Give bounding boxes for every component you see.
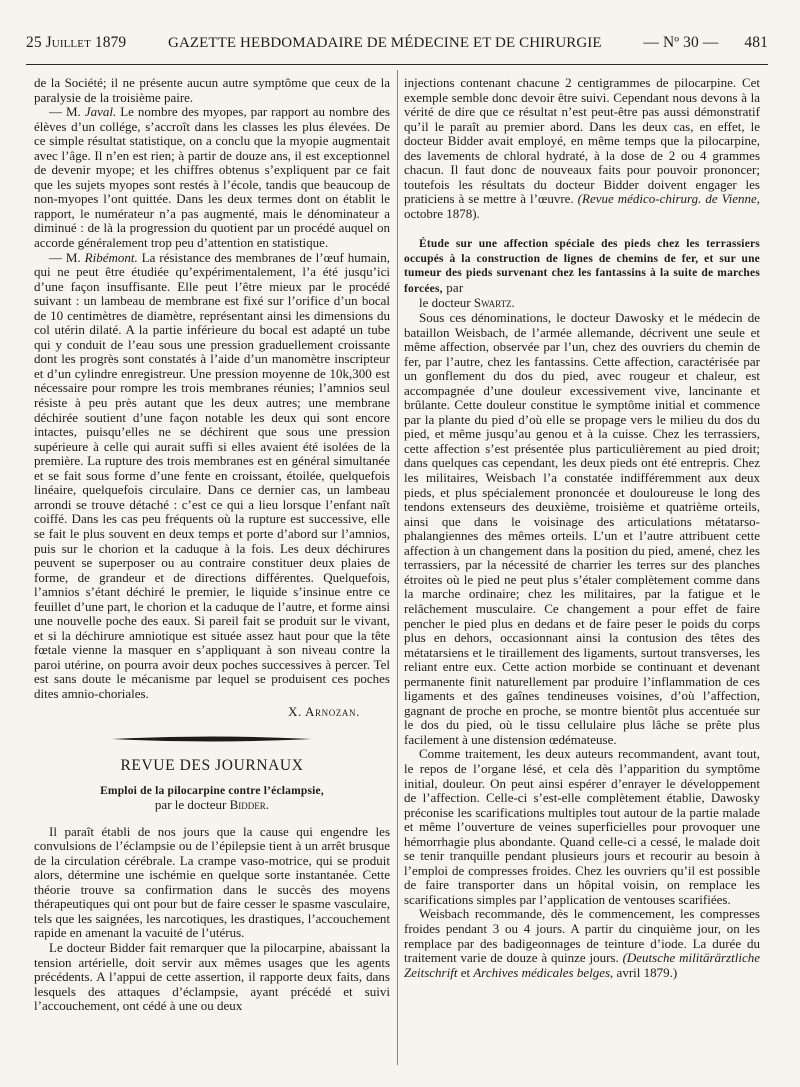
header-page-number: 481 [744, 34, 768, 51]
article1-paragraph-2: Le docteur Bidder fait remarquer que la pilocarpine, abaissant la tension artérielle, doit servir aux mêmes usages que les agents précédents. A l’appui de cette assertion, il rapporte deux faits, dans lesquels des attaques d’éclampsie, ayant précédé et suivi l’accouchement, ont cédé à une ou deux [34, 940, 390, 1014]
column-separator [397, 70, 398, 1065]
ribemont-dash: — M. [49, 249, 85, 265]
article2-paragraph-2: Comme traitement, les deux auteurs recommandent, avant tout, le repos de l’organe lésé, et cela dès l’apparition du symptôme initial, douleur. On peut ainsi espérer d’enrayer le développement de l’affection. Celle-ci s’est-elle complètement établie, Dawosky préconise les scarifications multiples tout autour de la partie malade et même l’ouverture de veines superficielles pour provoquer une hémorrhagie plus abondante. Quand celle-ci a cessé, le malade doit se tenir tranquille pendant plusieurs jours et recourir au besoin à l’emploi de compresses froides. Chez les ouvriers qu’il est possible de faire transporter dans un hôpital voisin, on remplace les scarifications simples par l’application de ventouses scarifiées. [404, 746, 760, 907]
header-issue-number: — Nº 30 — [643, 34, 719, 51]
society-paragraph-end: de la Société; il ne présente aucun autre symptôme que ceux de la paralysie de la troisième paire. [34, 75, 390, 105]
article2-paragraph-3-text: Weisbach recommande, dès le commencement, les compresses froides pendant 3 ou 4 jours. A partir du cinquième jour, on les remplace par des badigeonnages de teinture d’iode. La durée du traitement varie de douze à quinze jours. [404, 906, 760, 966]
article2-paragraph-1: Sous ces dénominations, le docteur Dawosky et le médecin de bataillon Weisbach, de l’armée allemande, décrivent une seule et même affection, observée par l’un, chez des ouvriers du chemin de fer, par l’autre, chez les fantassins. Cette affection, caractérisée par un gonflement du dos du pied, avec rougeur et chaleur, est accompagnée d’une douleur excessivement vive, lancinante et brûlante. Cette douleur constitue le symptôme initial et commence par la plante du pied d’où elle se propage vers le milieu du dos du pied, et même jusqu’au genou et à la cuisse. Chez les terrassiers, cette affection s’est présentée plus particulièrement au pied droit; dans quelques cas cependant, les deux pieds ont été entrepris. Chez les militaires, Weisbach l’a constatée indifféremment aux deux pieds, et plus spécialement prononcée et douloureuse le long des tendons extenseurs des deuxième, troisième et quatrième orteils, ainsi que dans le voisinage des articulations métatarso-phalangiennes des mêmes orteils. L’un et l’autre attribuent cette affection à un changement dans la position du pied, amené, chez les terrassiers, par la nécessité de charrier les terres sur des planches étroites où le pied ne peut plus s’étaler complètement comme dans la marche ordinaire; chez les militaires, par la fatigue et le relâchement musculaire. Ce changement a pour effet de faire pencher le pied plus en dedans et de faire peser le poids du corps plus en dehors, occasionnant ainsi la contusion des têtes des métatarsiens et le tiraillement des ligaments, surtout transverses, les reliant entre eux. Cette action morbide se continuant et devenant permanente finit naturellement par produire l’inflammation de ces ligaments et des gaînes tendineuses voisines, d’où l’affection, gagnant de proche en proche, se montre bientôt plus accentuée sur le dos du pied, où le tissu cellulaire plus lâche se prête plus facilement à une distension œdémateuse. [404, 310, 760, 747]
left-column [34, 76, 390, 1014]
article2-author-prefix: le docteur [419, 295, 474, 311]
article1-source: (Revue médico-chirurg. de Vienne, [577, 191, 760, 207]
header-date: 25 Juillet 1879 [26, 34, 127, 51]
article1-source-date: octobre 1878). [404, 205, 480, 221]
ribemont-paragraph [34, 251, 390, 702]
article1-paragraph-1: Il paraît établi de nos jours que la cause qui engendre les convulsions de l’éclampsie ou de l’épilepsie tient à un arrêt brusque de la circulation cérébrale. La crampe vaso-motrice, qui se produit alors, détermine une ischémie en quelque sorte instantanée. Cette théorie trouve sa confirmation dans le succès des moyens thérapeutiques qui ont pour but de faire cesser le spasme vasculaire, tels que les saignées, les narcotiques, les drastiques, l’accouchement rapide en amenant la vacuité de l’utérus. [34, 823, 390, 941]
article2-title-block [404, 237, 760, 296]
article1-paragraph-continued [404, 76, 760, 221]
section-title: REVUE DES JOURNAUX [120, 757, 304, 775]
article1-author: Bidder. [229, 797, 270, 813]
article2-paragraph-3 [404, 907, 760, 980]
article1-byline [34, 798, 390, 813]
javal-paragraph [34, 105, 390, 250]
javal-name: Javal. [84, 104, 117, 120]
article2-source-and: et [457, 964, 474, 980]
ribemont-text: La résistance des membranes de l’œuf humain, qui ne peut être étudiée qu’expérimentalement, l’a été jusqu’ici d’une façon insuffisante. Elle peut l’être mieux par le procédé suivant : un lambeau de membrane est fixé sur l’orifice d’un bocal de 10 centimètres de diamètre, représentant ainsi les dimensions du col utérin dilaté. A la partie inférieure du bocal est adapté un tube qui y conduit de l’eau sous une pression graduellement croissante dont les progrès sont constatés à l’aide d’un manomètre inscripteur et d’un cylindre enregistreur. Une pression moyenne de 10k,300 est nécessaire pour rompre les trois membranes réunies; l’amnios seul résiste à peu près autant que les deux autres; une membrane déchirée soutient d’une façon notable les deux qui sont encore intactes, puisqu’elles ne se déchirent que sous une pression supérieure à celle qui aurait suffi si elles avaient été isolées de la première. La rupture des trois membranes est en général simultanée et se fait sous forme d’une fente en croissant, étoilée, quelquefois linéaire, quelquefois circulaire. Dans ce dernier cas, un lambeau arrondi se trouve détaché : c’est ce qui a lieu lorsque l’enfant naît coiffé. Dans les cas peu fréquents où la rupture est successive, elle se fait le plus souvent en deux temps et porte d’abord sur l’amnios, puis sur le chorion et la caduque à la fois. Les deux déchirures peuvent se superposer ou au contraire constituer deux plaies de forme, de grandeur et de directions différentes. Quelquefois, l’amnios s’étant déchiré le premier, le liquide s’insinue entre ce feuillet d’une part, le chorion et la caduque de l’autre, et forme ainsi une nouvelle poche des eaux. Si pareil fait se produit sur le vivant, et si la déchirure amniotique est située assez haut pour que la tête fœtale vienne la masquer en s’appliquant à son niveau contre la paroi utérine, on pourra avoir deux poches successives à percer. Tel est sans doute le mécanisme par lequel se produisent ces poches dites amnio-choriales. [34, 249, 390, 701]
ribemont-name: Ribémont. [84, 249, 138, 265]
article1-continued-text: injections contenant chacune 2 centigrammes de pilocarpine. Cet exemple semble donc devoir être suivi. Cependant nous devons à la vérité de dire que ce résultat n’est peut-être pas aussi démonstratif qu’il le paraît au premier abord. Dans les deux cas, en effet, le docteur Bidder avait employé, en même temps que la pilocarpine, des lavements de chloral hydraté, à la dose de 2 ou 4 grammes chacun. Il faut donc de nouveaux faits pour pouvoir prononcer; toutefois les résultats du docteur Bidder doivent engager les praticiens à se mettre à l’œuvre. [404, 75, 760, 207]
section-divider-ornament [112, 735, 312, 743]
article1-title: Emploi de la pilocarpine contre l’éclampsie, [100, 784, 324, 797]
article2-author: Swartz. [473, 295, 515, 311]
article2-source-1: (Deutsche militärärztliche Zeitschrift [404, 950, 760, 980]
running-header [26, 28, 768, 58]
article1-author-prefix: par le docteur [154, 797, 230, 813]
header-journal-title: GAZETTE HEBDOMADAIRE DE MÉDECINE ET DE CHIRURGIE [168, 34, 602, 51]
article2-source-2: Archives médicales belges, [473, 964, 614, 980]
header-right [643, 34, 768, 52]
article2-title: Étude sur une affection spéciale des pieds chez les terrassiers occupés à la construction de lignes de chemins de fer, et sur une tumeur des pieds survenant chez les fantassins à la suite de marches forcées, [404, 238, 760, 295]
javal-text: Le nombre des myopes, par rapport au nombre des élèves d’un collége, s’accroît dans les classes les plus élevées. De ce simple résultat statistique, on a conclu que la myopie augmentait avec l’âge. Il n’en est rien; à partir de douze ans, il est exceptionnel de devenir myope; et les chiffres obtenus s’expliquent par ce fait que les sujets myopes sont restés à l’école, tandis que beaucoup de non-myopes l’ont quittée. Dans les deux termes dont on établit le rapport, le numérateur n’a pas augmenté, mais le dénominateur a diminué : de là la progression du quotient par un procédé auquel on accorde généralement trop peu d’attention en statistique. [34, 104, 390, 251]
article2-source-date: avril 1879.) [613, 964, 678, 980]
javal-dash: — M. [49, 104, 85, 120]
article2-byline [404, 296, 760, 311]
right-column [404, 76, 760, 980]
header-rule [26, 64, 768, 65]
author-signature: X. Arnozan. [288, 703, 360, 719]
article2-title-tail: par [442, 279, 464, 295]
